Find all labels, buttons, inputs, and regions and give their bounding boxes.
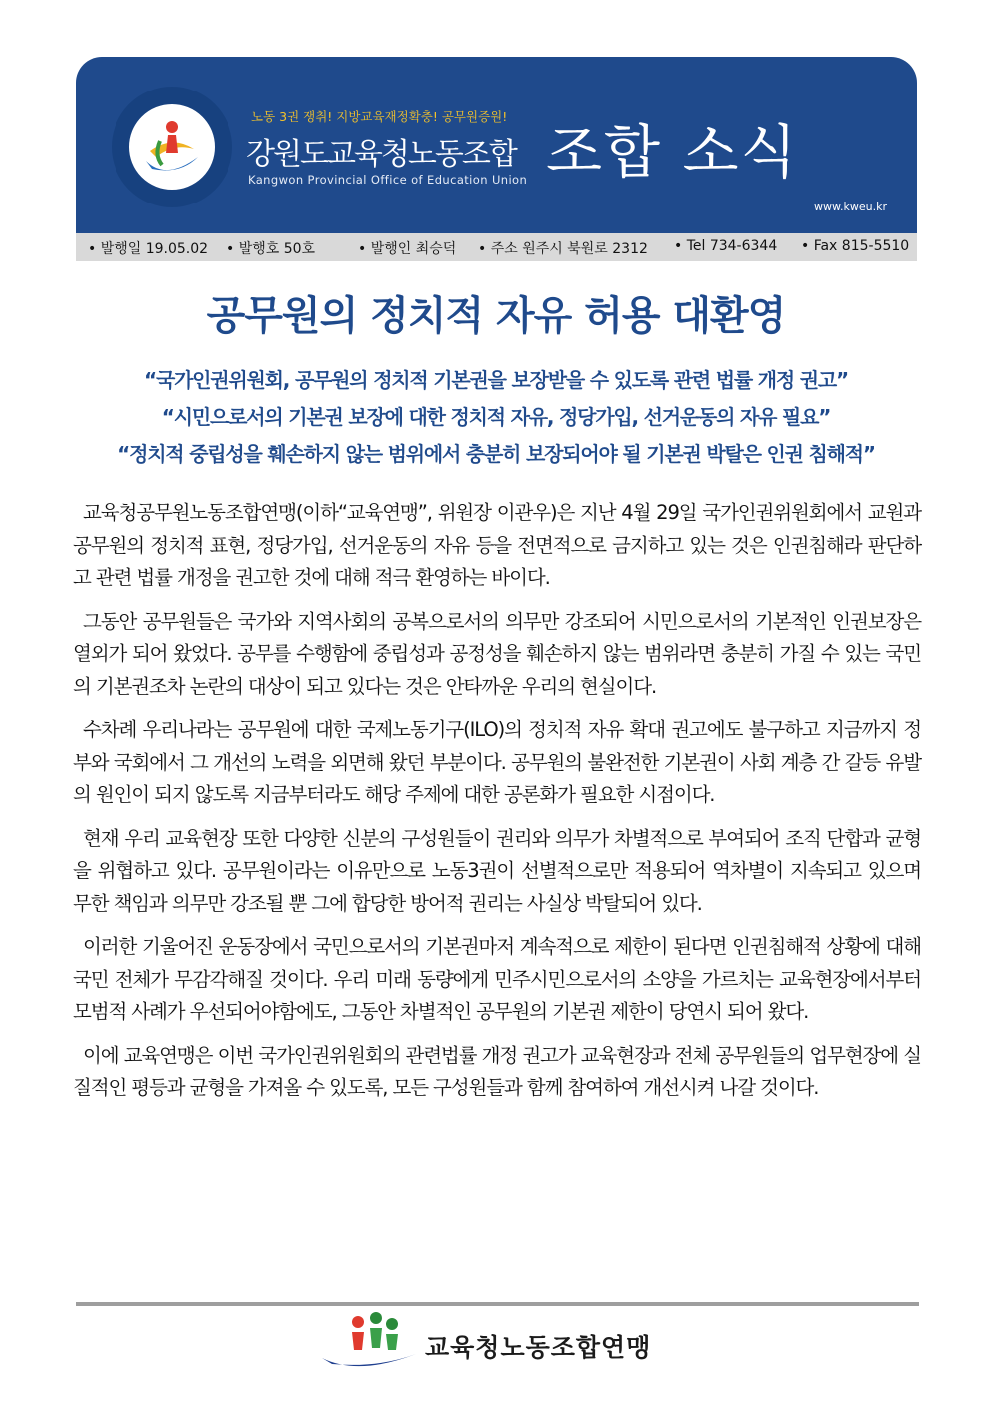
federation-name: 교육청노동조합연맹 bbox=[425, 1333, 652, 1362]
footer-divider bbox=[76, 1302, 919, 1306]
fax: • Fax 815-5510 bbox=[801, 238, 910, 254]
subheadline: “정치적 중립성을 훼손하지 않는 범위에서 충분히 보장되어야 될 기본권 박탈은 인권 침해적” bbox=[117, 442, 875, 466]
subheadline: “시민으로서의 기본권 보장에 대한 정치적 자유, 정당가입, 선거운동의 자유 필요” bbox=[161, 405, 831, 429]
header-banner bbox=[76, 57, 917, 233]
article-paragraph: 그동안 공무원들은 국가와 지역사회의 공복으로서의 의무만 강조되어 시민으로서의 기본적인 인권보장은 열외가 되어 왔었다. 공무를 수행함에 중립성과 공정성을 훼손하지 않는 범위라면 충분히 가질 수 있는 국민의 기본권조차 논란의 대상이 되고 있다는 것은 안타까운 우리의 현실이다. bbox=[73, 609, 921, 698]
newsletter-title: 조합 소식 bbox=[546, 118, 799, 186]
union-emblem-icon bbox=[116, 91, 228, 203]
article-paragraph: 수차례 우리나라는 공무원에 대한 국제노동기구(ILO)의 정치적 자유 확대 권고에도 불구하고 지금까지 정부와 국회에서 그 개선의 노력을 외면해 왔던 부분이다. 공무원의 불완전한 기본권이 사회 계층 간 갈등 유발의 원인이 되지 않도록 지금부터라도 해당 주제에 대한 공론화가 필요한 시점이다. bbox=[73, 718, 921, 806]
issue-date: • 발행일 19.05.02 bbox=[88, 241, 209, 257]
article-paragraph: 교육청공무원노동조합연맹(이하“교육연맹”, 위원장 이관우)은 지난 4월 29일 국가인권위원회에서 교원과 공무원의 정치적 표현, 정당가입, 선거운동의 자유 등을 전면적으로 금지하고 있는 것은 인권침해라 판단하고 관련 법률 개정을 권고한 것에 대해 적극 환영하는 바이다. bbox=[73, 501, 921, 589]
address: • 주소 원주시 북원로 2312 bbox=[478, 241, 648, 257]
issue-info-bar bbox=[76, 233, 917, 261]
header-tagline: 노동 3권 쟁취! 지방교육재정확충! 공무원증원! bbox=[251, 109, 508, 124]
union-logo bbox=[112, 87, 232, 207]
website-link[interactable]: www.kweu.kr bbox=[814, 200, 887, 213]
subheadline: “국가인권위원회, 공무원의 정치적 기본권을 보장받을 수 있도록 관련 법률 개정 권고” bbox=[144, 368, 848, 392]
article-paragraph: 현재 우리 교육현장 또한 다양한 신분의 구성원들이 권리와 의무가 차별적으로 부여되어 조직 단합과 균형을 위협하고 있다. 공무원이라는 이유만으로 노동3권이 선별적으로만 적용되어 역차별이 지속되고 있으며 무한 책임과 의무만 강조될 뿐 그에 합당한 방어적 권리는 사실상 박탈되어 있다. bbox=[73, 826, 921, 915]
federation-emblem-icon bbox=[318, 1310, 418, 1376]
union-name-english: Kangwon Provincial Office of Education Union bbox=[248, 173, 528, 187]
article-headline: 공무원의 정치적 자유 허용 대환영 bbox=[206, 293, 786, 339]
union-name: 강원도교육청노동조합 bbox=[246, 137, 516, 172]
publisher: • 발행인 최승덕 bbox=[358, 241, 457, 257]
article-paragraph: 이에 교육연맹은 이번 국가인권위원회의 관련법률 개정 권고가 교육현장과 전체 공무원들의 업무현장에 실질적인 평등과 균형을 가져올 수 있도록, 모든 구성원들과 함께 참여하여 개선시켜 나갈 것이다. bbox=[73, 1043, 921, 1099]
federation-logo bbox=[318, 1310, 418, 1376]
article-paragraph: 이러한 기울어진 운동장에서 국민으로서의 기본권마저 계속적으로 제한이 된다면 인권침해적 상황에 대해 국민 전체가 무감각해질 것이다. 우리 미래 동량에게 민주시민으로서의 소양을 가르치는 교육현장에서부터 모범적 사례가 우선되어야함에도, 그동안 차별적인 공무원의 기본권 제한이 당연시 되어 왔다. bbox=[73, 935, 921, 1023]
issue-number: • 발행호 50호 bbox=[226, 241, 316, 257]
article-body bbox=[73, 497, 921, 1116]
telephone: • Tel 734-6344 bbox=[674, 238, 778, 254]
